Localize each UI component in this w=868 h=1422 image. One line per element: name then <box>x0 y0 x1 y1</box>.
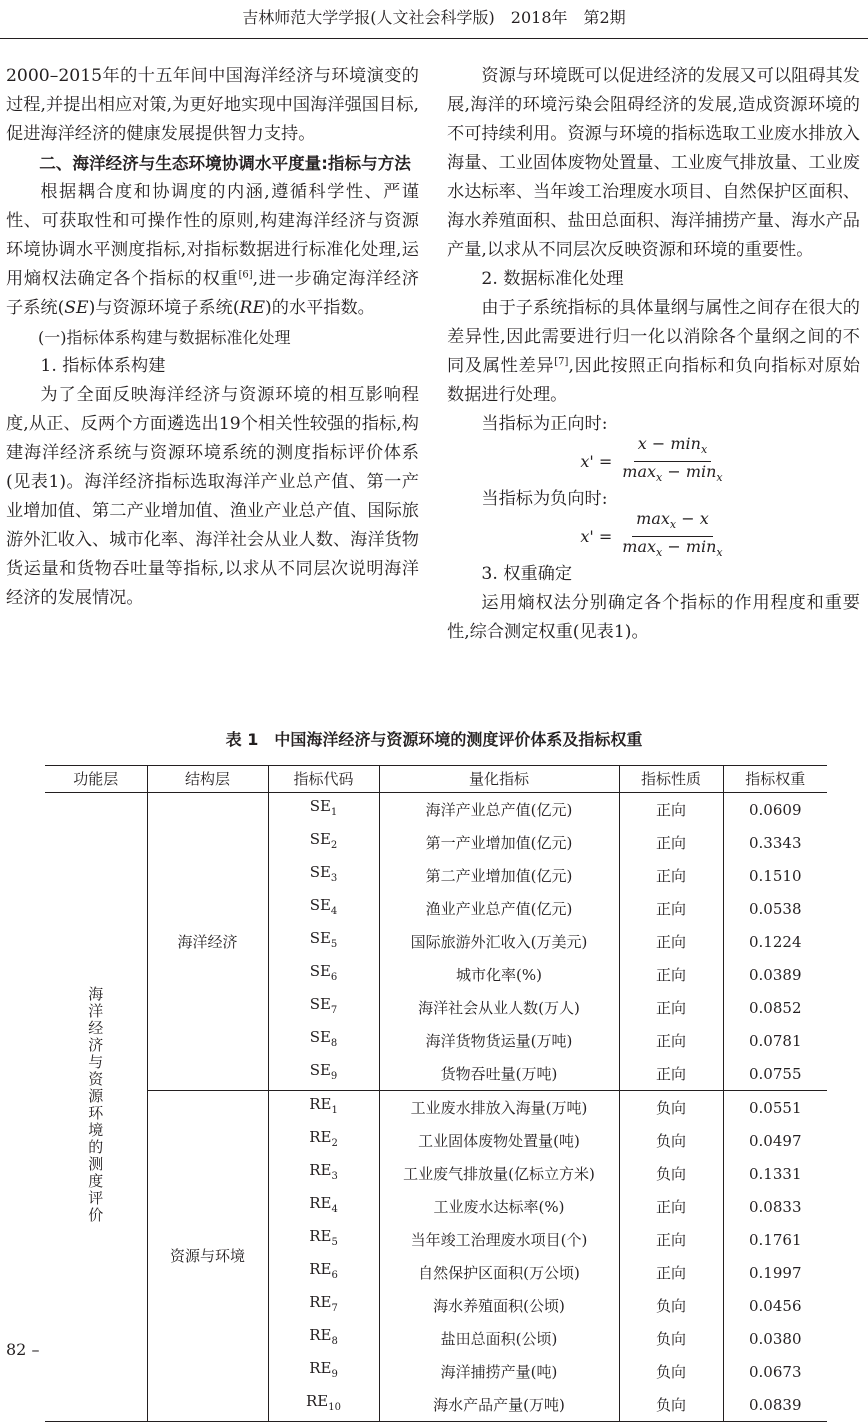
sub-heading-3: 3. 权重确定 <box>481 564 573 584</box>
indicator-name-cell: 自然保护区面积(万公顷) <box>379 1256 619 1289</box>
indicator-weight-cell: 0.0839 <box>723 1388 827 1422</box>
indicator-code-subscript: 8 <box>330 1038 338 1049</box>
sub-heading-1: 1. 指标体系构建 <box>40 356 166 376</box>
indicator-code: SE <box>309 797 331 815</box>
indicator-weight-cell: 0.3343 <box>749 833 802 852</box>
indicator-code: SE <box>309 1061 331 1079</box>
indicator-nature-cell: 负向 <box>619 1355 723 1388</box>
fraction <box>618 434 726 487</box>
indicator-name-cell: 第二产业增加值(亿元) <box>379 859 619 892</box>
indicator-weight-cell: 0.0781 <box>749 1031 802 1050</box>
indicator-code-cell <box>268 1388 379 1422</box>
indicator-nature-cell: 正向 <box>619 859 723 892</box>
negative-label: 当指标为负向时: <box>481 489 608 509</box>
formula-lhs: x' = <box>580 451 613 471</box>
symbol-se: SE <box>64 298 89 318</box>
indicator-code-subscript: 9 <box>330 1071 338 1082</box>
indicator-nature-cell: 正向 <box>619 1190 723 1223</box>
indicator-weight-cell: 0.1331 <box>749 1164 802 1183</box>
indicator-code-cell <box>268 1024 379 1057</box>
indicator-nature-cell: 正向 <box>619 892 723 925</box>
indicator-code: SE <box>309 896 331 914</box>
indicator-weight-cell: 0.0673 <box>749 1362 802 1381</box>
indicator-nature-cell: 负向 <box>619 1388 723 1422</box>
indicator-name-cell: 工业废气排放量(亿标立方米) <box>379 1157 619 1190</box>
indicator-weight-cell: 0.1224 <box>749 932 802 951</box>
subsection-heading: (一)指标体系构建与数据标准化处理 <box>38 328 291 347</box>
column-header: 指标性质 <box>619 766 723 793</box>
indicator-code-subscript: 5 <box>330 939 338 950</box>
indicator-code: RE <box>309 1095 332 1113</box>
indicator-weight-cell: 0.1761 <box>749 1230 802 1249</box>
indicator-code: SE <box>309 962 331 980</box>
indicator-weight-cell: 0.0380 <box>749 1329 802 1348</box>
indicator-code-subscript: 1 <box>331 1105 338 1116</box>
table-row <box>45 1091 827 1125</box>
indicator-name-cell: 渔业产业总产值(亿元) <box>379 892 619 925</box>
indicator-code-cell <box>268 1057 379 1091</box>
function-layer-label: 海洋经济与资源环境的测度评价 <box>88 985 104 1224</box>
indicator-code-cell <box>268 1190 379 1223</box>
indicator-name-cell: 第一产业增加值(亿元) <box>379 826 619 859</box>
left-paragraph-1: 2000–2015年的十五年间中国海洋经济与环境演变的过程,并提出相应对策,为更好地实现中国海洋强国目标,促进海洋经济的健康发展提供智力支持。 <box>6 66 419 144</box>
formula-negative <box>447 509 860 559</box>
indicator-code-cell <box>268 1322 379 1355</box>
structure-layer-cell: 海洋经济 <box>147 793 268 1091</box>
text-fragment: ,因此按照正向指标和负向指标对原始数据进行处理。 <box>447 356 860 405</box>
denominator: $\max_x - \min_x$ <box>622 536 723 559</box>
indicator-nature-cell: 正向 <box>619 925 723 958</box>
indicator-code-subscript: 9 <box>331 1369 338 1380</box>
indicator-weight-cell: 0.0609 <box>723 793 827 827</box>
indicator-name-cell: 当年竣工治理废水项目(个) <box>379 1223 619 1256</box>
indicator-name-cell: 海洋捕捞产量(吨) <box>379 1355 619 1388</box>
formula-positive <box>447 434 860 484</box>
indicator-nature-cell: 正向 <box>619 958 723 991</box>
indicator-code-cell <box>268 1124 379 1157</box>
indicator-code: SE <box>309 995 331 1013</box>
indicator-weight-cell: 0.0833 <box>749 1197 802 1216</box>
indicator-code: RE <box>309 1227 332 1245</box>
column-header: 指标代码 <box>268 766 379 793</box>
indicator-code-subscript: 3 <box>330 873 338 884</box>
indicator-code-subscript: 1 <box>330 807 338 818</box>
indicator-code: SE <box>309 830 331 848</box>
indicator-name-cell: 海洋社会从业人数(万人) <box>379 991 619 1024</box>
indicator-name-cell: 海洋产业总产值(亿元) <box>379 793 619 827</box>
indicator-code-subscript: 8 <box>331 1336 338 1347</box>
formula-lhs: x' = <box>580 526 613 546</box>
indicator-code: RE <box>309 1128 332 1146</box>
indicator-code-cell <box>268 1223 379 1256</box>
function-layer-cell <box>45 793 147 1422</box>
text-fragment: 由于子系统指标的具体量纲与属性之间存在很大的差异性,因此需要进行归一化以消除各个量纲之间的不同及属性差异 <box>447 298 860 376</box>
indicator-table <box>45 765 827 1422</box>
indicator-code-subscript: 5 <box>331 1237 338 1248</box>
indicator-code-subscript: 6 <box>330 972 338 983</box>
indicator-name-cell: 国际旅游外汇收入(万美元) <box>379 925 619 958</box>
section-heading-2: 二、海洋经济与生态环境协调水平度量:指标与方法 <box>39 154 411 173</box>
right-paragraph-3: 运用熵权法分别确定各个指标的作用程度和重要性,综合测定权重(见表1)。 <box>447 593 860 642</box>
indicator-nature-cell: 正向 <box>619 1057 723 1091</box>
table-title: 表 1 中国海洋经济与资源环境的测度评价体系及指标权重 <box>225 730 643 749</box>
positive-label: 当指标为正向时: <box>481 414 608 434</box>
indicator-name-cell: 货物吞吐量(万吨) <box>379 1057 619 1091</box>
structure-layer-cell: 资源与环境 <box>147 1091 268 1422</box>
text-fragment: ,进一步确定海洋经济子系统( <box>6 269 419 318</box>
indicator-code: RE <box>309 1161 332 1179</box>
right-paragraph-1: 资源与环境既可以促进经济的发展又可以阻碍其发展,海洋的环境污染会阻碍经济的发展,造成资源环境的不可持续利用。资源与环境的指标选取工业废水排放入海量、工业固体废物处置量、工业废气排放量、工业废水达标率、当年竣工治理废水项目、自然保护区面积、海水养殖面积、盐田总面积、海洋捕捞产量、海水产品产量,以求从不同层次反映资源和环境的重要性。 <box>447 66 860 260</box>
indicator-nature-cell: 正向 <box>619 1024 723 1057</box>
indicator-name-cell: 海水养殖面积(公顷) <box>379 1289 619 1322</box>
indicator-code-subscript: 2 <box>330 840 338 851</box>
page-number: 82 – <box>6 1340 40 1359</box>
column-header: 指标权重 <box>723 766 827 793</box>
indicator-nature-cell: 正向 <box>619 826 723 859</box>
indicator-code-subscript: 4 <box>331 1204 338 1215</box>
citation-ref: [6] <box>238 269 253 281</box>
indicator-nature-cell: 正向 <box>619 793 723 827</box>
indicator-code: RE <box>309 1293 332 1311</box>
indicator-code-cell <box>268 1355 379 1388</box>
indicator-code-cell <box>268 991 379 1024</box>
indicator-code-cell <box>268 1091 379 1125</box>
indicator-code: RE <box>309 1260 332 1278</box>
indicator-code-cell <box>268 859 379 892</box>
indicator-name-cell: 海水产品产量(万吨) <box>379 1388 619 1422</box>
table-header-row <box>45 766 827 793</box>
indicator-code-cell <box>268 925 379 958</box>
indicator-code-subscript: 4 <box>330 906 338 917</box>
numerator: $\max_x - x$ <box>632 509 713 536</box>
text-fragment: 根据耦合度和协调度的内涵,遵循科学性、严谨性、可获取性和可操作性的原则,构建海洋经济与资源环境协调水平测度指标,对指标数据进行标准化处理,运用熵权法确定各个指标的权重 <box>6 182 419 289</box>
indicator-code-cell <box>268 892 379 925</box>
indicator-weight-cell: 0.1510 <box>749 866 802 885</box>
indicator-code-cell <box>268 958 379 991</box>
indicator-nature-cell: 正向 <box>619 1223 723 1256</box>
indicator-code-cell <box>268 1289 379 1322</box>
indicator-code: RE <box>306 1392 329 1410</box>
indicator-name-cell: 海洋货物货运量(万吨) <box>379 1024 619 1057</box>
indicator-nature-cell: 负向 <box>619 1322 723 1355</box>
indicator-code: RE <box>309 1326 332 1344</box>
fraction <box>618 509 726 562</box>
indicator-weight-cell: 0.1997 <box>749 1263 802 1282</box>
indicator-code: SE <box>309 863 331 881</box>
indicator-weight-cell: 0.0551 <box>723 1091 827 1125</box>
indicator-nature-cell: 负向 <box>619 1091 723 1125</box>
indicator-nature-cell: 负向 <box>619 1124 723 1157</box>
indicator-code-subscript: 6 <box>331 1270 338 1281</box>
right-column <box>447 62 860 647</box>
indicator-weight-cell: 0.0389 <box>749 965 802 984</box>
symbol-re: RE <box>239 298 266 318</box>
running-header <box>0 0 868 39</box>
indicator-code-cell <box>268 793 379 827</box>
indicator-nature-cell: 正向 <box>619 1256 723 1289</box>
indicator-code-cell <box>268 1157 379 1190</box>
indicator-weight-cell: 0.0538 <box>749 899 802 918</box>
sub-heading-2: 2. 数据标准化处理 <box>481 269 624 289</box>
indicator-name-cell: 城市化率(%) <box>379 958 619 991</box>
indicator-code-subscript: 7 <box>330 1005 338 1016</box>
column-header: 量化指标 <box>379 766 619 793</box>
indicator-code-subscript: 3 <box>331 1171 338 1182</box>
right-paragraph-2 <box>447 294 860 410</box>
indicator-name-cell: 工业废水达标率(%) <box>379 1190 619 1223</box>
indicator-weight-cell: 0.0456 <box>749 1296 802 1315</box>
indicator-name-cell: 工业固体废物处置量(吨) <box>379 1124 619 1157</box>
indicator-code: RE <box>309 1194 332 1212</box>
text-fragment: )的水平指数。 <box>265 298 375 318</box>
indicator-code: SE <box>309 1028 331 1046</box>
text-fragment: )与资源环境子系统( <box>88 298 240 318</box>
table-row <box>45 793 827 827</box>
indicator-code-subscript: 2 <box>331 1138 338 1149</box>
left-paragraph-3: 为了全面反映海洋经济与资源环境的相互影响程度,从正、反两个方面遴选出19个相关性较强的指标,构建海洋经济系统与资源环境系统的测度指标评价体系(见表1)。海洋经济指标选取海洋产业总产值、第一产业增加值、第二产业增加值、渔业产业总产值、国际旅游外汇收入、城市化率、海洋社会从业人数、海洋货物货运量和货物吞吐量等指标,以求从不同层次说明海洋经济的发展情况。 <box>6 385 419 608</box>
left-column <box>6 62 419 613</box>
journal-title: 吉林师范大学学报(人文社会科学版) 2018年 第2期 <box>242 8 626 27</box>
left-paragraph-2 <box>6 178 419 323</box>
indicator-weight-cell: 0.0755 <box>749 1064 802 1083</box>
indicator-code-subscript: 10 <box>328 1402 341 1413</box>
indicator-name-cell: 盐田总面积(公顷) <box>379 1322 619 1355</box>
numerator: $x - \min_x$ <box>634 434 711 461</box>
indicator-weight-cell: 0.0497 <box>749 1131 802 1150</box>
indicator-nature-cell: 负向 <box>619 1289 723 1322</box>
indicator-weight-cell: 0.0852 <box>749 998 802 1017</box>
indicator-code-cell <box>268 826 379 859</box>
denominator: $\max_x - \min_x$ <box>622 461 723 484</box>
indicator-code: RE <box>309 1359 332 1377</box>
indicator-code-cell <box>268 1256 379 1289</box>
indicator-nature-cell: 负向 <box>619 1157 723 1190</box>
indicator-nature-cell: 正向 <box>619 991 723 1024</box>
column-header: 功能层 <box>45 766 147 793</box>
citation-ref: [7] <box>554 356 569 368</box>
table-body <box>45 793 827 1422</box>
indicator-name-cell: 工业废水排放入海量(万吨) <box>379 1091 619 1125</box>
column-header: 结构层 <box>147 766 268 793</box>
indicator-code: SE <box>309 929 331 947</box>
indicator-code-subscript: 7 <box>331 1303 338 1314</box>
